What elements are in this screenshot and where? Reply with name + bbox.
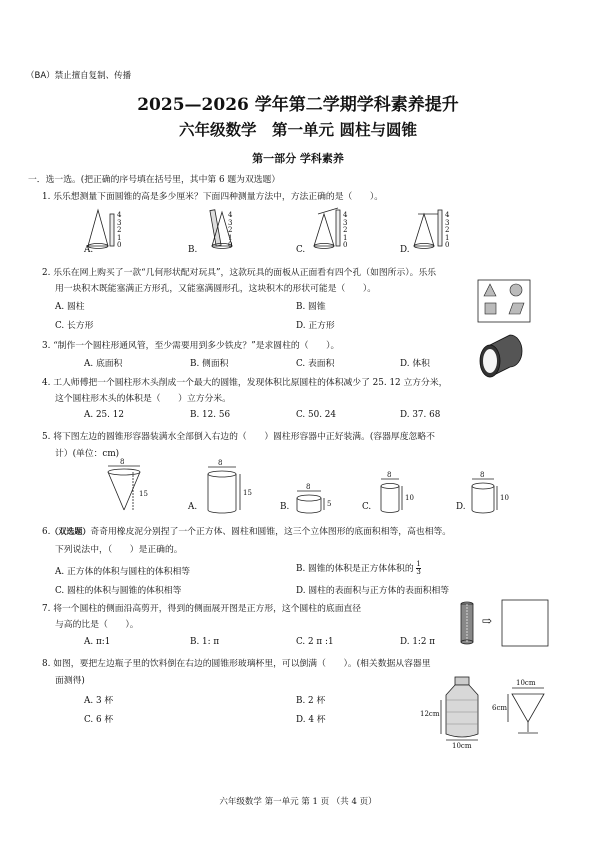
q2-option-d: D. 正方形 [296,321,335,331]
q6-double-choice-tag: （双选题） [50,526,91,536]
q3-option-a: A. 底面积 [84,359,123,369]
q8-stem-line2: 面测得) [55,676,85,686]
q5-c-diameter: 8 [387,471,392,479]
q7-option-c: C. 2 π :1 [296,637,334,647]
q8-glass-height: 6cm [492,704,508,712]
section-heading: 一．选一选。(把正确的序号填在括号里，其中第 6 题为双选题） [28,175,281,185]
q6-stem-line1: 6.（双选题）奇奇用橡皮泥分别捏了一个正方体、圆柱和圆锥，这三个立体图形的底面积相等，高也相等。 [42,526,452,537]
q6-stem-line2: 下列说法中，（ ）是正确的。 [55,545,183,555]
q8-bottle-width: 10cm [452,742,472,750]
part-title: 第一部分 学科素养 [252,152,344,165]
q2-option-c: C. 长方形 [55,321,94,331]
q5-b-diameter: 8 [306,483,311,491]
exam-subtitle: 六年级数学 第一单元 圆柱与圆锥 [179,120,417,139]
q3-stem: 3. “制作一个圆柱形通风管，至少需要用到多少铁皮？”是求圆柱的（ ）。 [42,341,340,351]
q5-label-c: C. [362,502,372,512]
q6-option-b: B. 圆锥的体积是正方体体积的 $\frac{1}{3}$ [296,560,421,576]
q5-d-diameter: 8 [480,471,485,479]
q5-c-height: 10 [405,494,414,502]
q1-ruler-ticks-d: 4 3 2 1 0 [445,211,450,249]
q7-option-d: D. 1:2 π [400,637,436,647]
q8-option-a: A. 3 杯 [84,696,114,706]
q4-stem-line1: 4. 工人师傅把一个圆柱形木头削成一个最大的圆锥，发现体积比原圆柱的体积减少了 25. 12 立方分米， [42,378,448,388]
q2-option-a: A. 圆柱 [55,302,85,312]
q3-option-d: D. 体积 [400,359,430,369]
exam-title: 2025—2026 学年第二学期学科素养提升 [137,95,459,115]
q1-label-a: A. [84,245,94,255]
q6-fraction: $\frac{1}{3}$ [416,560,421,576]
q1-ruler-ticks-a: 4 3 2 1 0 [117,211,122,249]
q8-option-d: D. 4 杯 [296,715,326,725]
q5-cone-height: 15 [139,490,148,498]
q2-stem-line1: 2. 乐乐在网上购买了一款“几何形状配对玩具”，这款玩具的面板从正面看有四个孔（如图所示）。乐乐 [42,268,437,278]
q5-a-diameter: 8 [218,459,223,467]
q4-option-a: A. 25. 12 [84,410,124,420]
q4-option-b: B. 12. 56 [190,410,231,420]
q5-cone-diameter: 8 [120,458,125,466]
q6-option-d: D. 圆柱的表面积与正方体的表面积相等 [296,586,450,596]
q1-stem: 1. 乐乐想测量下面圆锥的高是多少厘米？下面四种测量方法中，方法正确的是（ ）。 [42,192,384,202]
q8-bottle-height: 12cm [420,710,440,718]
q8-stem-line1: 8. 如图，要把左边瓶子里的饮料倒在右边的圆锥形玻璃杯里，可以倒满（ ）。(相关数据从容器里 [42,659,431,669]
q5-stem-line2: 计）(单位：cm) [55,449,120,459]
q7-stem-line1: 7. 将一个圆柱的侧面沿高剪开，得到的侧面展开图是正方形，这个圆柱的底面直径 [42,604,362,614]
q8-glass [508,688,544,733]
q7-arrow-icon: ⇨ [482,614,493,628]
q5-label-b: B. [280,502,290,512]
q1-label-d: D. [400,245,410,255]
q8-option-c: C. 6 杯 [84,715,114,725]
q8-option-b: B. 2 杯 [296,696,326,706]
q1-label-b: B. [188,245,198,255]
q4-stem-line2: 这个圆柱形木头的体积是（ ）立方分米。 [55,394,231,404]
q2-stem-line2: 用一块积木既能塞满正方形孔，又能塞满圆形孔，这块积木的形状可能是（ ）。 [55,284,377,294]
q7-stem-line2: 与高的比是（ ）。 [55,620,139,630]
q4-option-d: D. 37. 68 [400,410,441,420]
q5-label-a: A. [188,502,198,512]
q5-b-height: 5 [327,500,332,508]
q8-bottle [441,677,478,740]
copyright-note: （BA）禁止擅自复制、传播 [26,71,132,81]
q7-option-a: A. π:1 [84,637,111,647]
page-footer: 六年级数学 第一单元 第 1 页 （共 4 页） [219,797,377,807]
q7-option-b: B. 1: π [190,637,220,647]
q2-option-b: B. 圆锥 [296,302,326,312]
q1-ruler-ticks-c: 4 3 2 1 0 [343,211,348,249]
q5-stem-line1: 5. 将下图左边的圆锥形容器装满水全部倒入右边的（ ）圆柱形容器中正好装满。(容器厚度忽略不 [42,432,435,442]
q8-glass-width: 10cm [516,679,536,687]
q6-option-c: C. 圆柱的体积与圆锥的体积相等 [55,586,182,596]
q5-d-height: 10 [500,494,509,502]
q6-option-a: A. 正方体的体积与圆柱的体积相等 [55,567,191,577]
q3-option-b: B. 侧面积 [190,359,229,369]
q1-ruler-ticks-b: 4 3 2 1 0 [228,211,233,249]
q1-label-c: C. [296,245,306,255]
q5-label-d: D. [456,502,466,512]
q4-option-c: C. 50. 24 [296,410,336,420]
q3-option-c: C. 表面积 [296,359,335,369]
q5-a-height: 15 [243,489,252,497]
